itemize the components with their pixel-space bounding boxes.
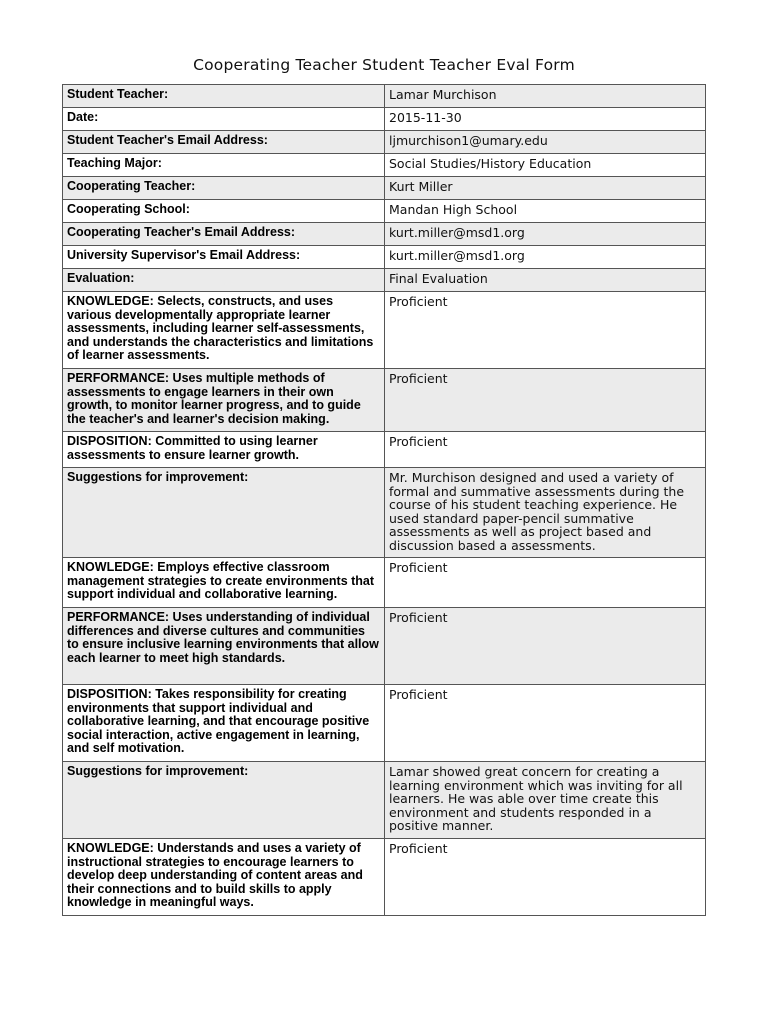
field-label: Student Teacher:	[63, 85, 385, 108]
field-value: Proficient	[385, 369, 706, 432]
table-row	[63, 468, 706, 558]
field-value: Kurt Miller	[385, 177, 706, 200]
table-row	[63, 223, 706, 246]
field-label: Student Teacher's Email Address:	[63, 131, 385, 154]
page-title: Cooperating Teacher Student Teacher Eval Form	[193, 56, 575, 74]
table-row	[63, 762, 706, 839]
field-value: kurt.miller@msd1.org	[385, 246, 706, 269]
table-row	[63, 292, 706, 369]
field-label: PERFORMANCE: Uses multiple methods of assessments to engage learners in their own growth, to monitor learner progress, and to guide the teacher's and learner's decision making.	[63, 369, 385, 432]
table-row	[63, 246, 706, 269]
field-label: Suggestions for improvement:	[63, 468, 385, 558]
field-value: Proficient	[385, 292, 706, 369]
field-label: Date:	[63, 108, 385, 131]
field-value: Lamar Murchison	[385, 85, 706, 108]
field-value: Proficient	[385, 432, 706, 468]
table-row	[63, 432, 706, 468]
field-value: Proficient	[385, 608, 706, 685]
field-label: KNOWLEDGE: Selects, constructs, and uses various developmentally appropriate learner assessments, including learner self-assessments, and understands the characteristics and limitations of learner assessments.	[63, 292, 385, 369]
field-label: Evaluation:	[63, 269, 385, 292]
table-row	[63, 108, 706, 131]
field-label: KNOWLEDGE: Understands and uses a variety of instructional strategies to encourage learners to develop deep understanding of content areas and their connections and to build skills to apply knowledge in meaningful ways.	[63, 839, 385, 916]
field-value: Social Studies/History Education	[385, 154, 706, 177]
field-label: Cooperating School:	[63, 200, 385, 223]
evaluation-table-body	[63, 85, 706, 916]
field-value: Lamar showed great concern for creating a learning environment which was inviting for all learners. He was able over time create this environment and students responded in a positive manner.	[385, 762, 706, 839]
field-label: KNOWLEDGE: Employs effective classroom management strategies to create environments that support individual and collaborative learning.	[63, 558, 385, 608]
table-row	[63, 608, 706, 685]
field-value: 2015-11-30	[385, 108, 706, 131]
evaluation-table	[62, 84, 706, 916]
table-row	[63, 131, 706, 154]
field-label: Suggestions for improvement:	[63, 762, 385, 839]
field-label: PERFORMANCE: Uses understanding of individual differences and diverse cultures and communities to ensure inclusive learning environments that allow each learner to meet high standards.	[63, 608, 385, 685]
field-value: kurt.miller@msd1.org	[385, 223, 706, 246]
table-row	[63, 269, 706, 292]
table-row	[63, 154, 706, 177]
field-value: Mr. Murchison designed and used a variety of formal and summative assessments during the course of his student teaching experience. He used standard paper-pencil summative assessments as well as project based and discussion based a assessments.	[385, 468, 706, 558]
field-value: ljmurchison1@umary.edu	[385, 131, 706, 154]
field-label: University Supervisor's Email Address:	[63, 246, 385, 269]
field-label: Cooperating Teacher's Email Address:	[63, 223, 385, 246]
field-label: Cooperating Teacher:	[63, 177, 385, 200]
field-label: DISPOSITION: Committed to using learner assessments to ensure learner growth.	[63, 432, 385, 468]
field-value: Proficient	[385, 839, 706, 916]
field-label: DISPOSITION: Takes responsibility for creating environments that support individual and collaborative learning, and that encourage positive social interaction, active engagement in learning, and self motivation.	[63, 685, 385, 762]
field-label: Teaching Major:	[63, 154, 385, 177]
table-row	[63, 85, 706, 108]
field-value: Proficient	[385, 558, 706, 608]
table-row	[63, 839, 706, 916]
table-row	[63, 685, 706, 762]
field-value: Proficient	[385, 685, 706, 762]
table-row	[63, 558, 706, 608]
table-row	[63, 177, 706, 200]
field-value: Final Evaluation	[385, 269, 706, 292]
field-value: Mandan High School	[385, 200, 706, 223]
table-row	[63, 200, 706, 223]
table-row	[63, 369, 706, 432]
